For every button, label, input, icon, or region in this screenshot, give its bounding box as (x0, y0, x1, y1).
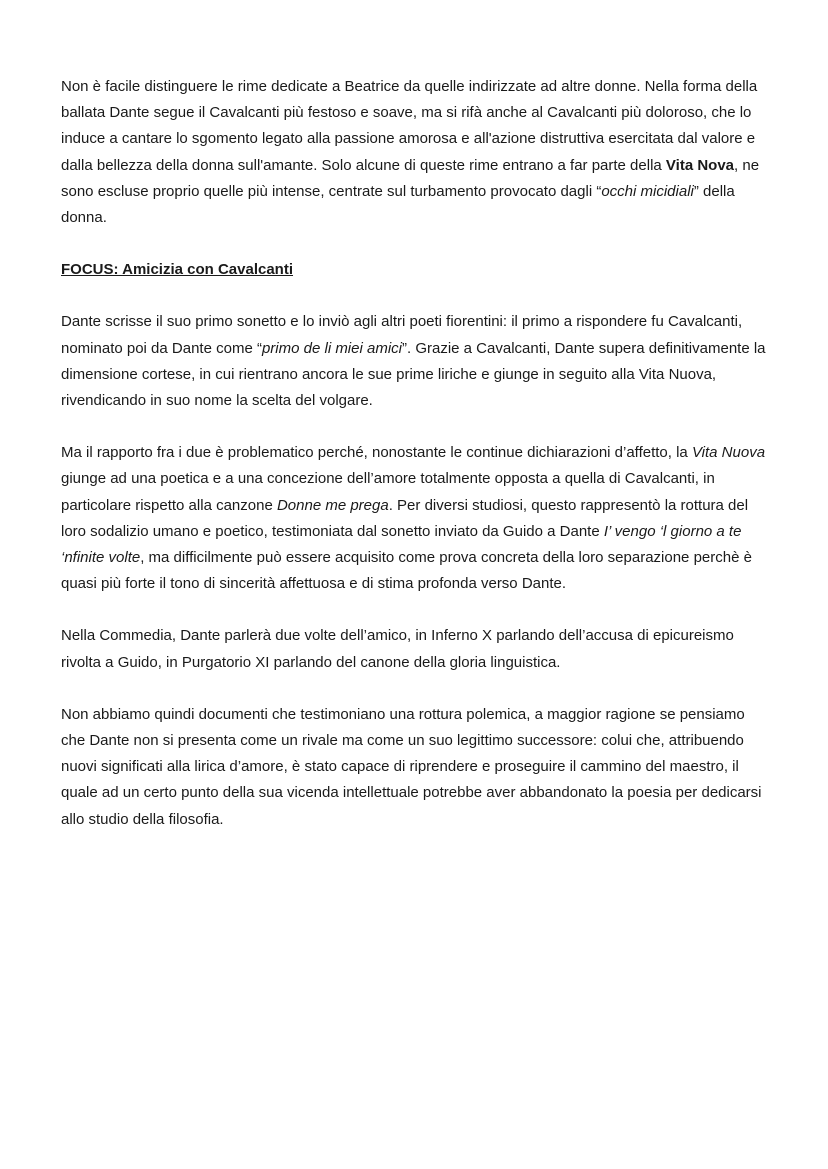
text-run: Dante scrisse il suo primo sonetto e lo inviò agli altri poeti fiorentini: il primo a rispondere fu Cavalcanti, nominato poi da Dante come “ (61, 313, 743, 357)
paragraph-rapporto (61, 440, 773, 597)
text-run-italic: primo de li miei amici (261, 339, 402, 357)
text-run: , ma difficilmente può essere acquisito come prova concreta della loro separazione perchè è quasi più forte il tono di sincerità affettuosa e di stima profonda verso Dante. (61, 549, 752, 593)
paragraph-commedia: Nella Commedia, Dante parlerà due volte dell’amico, in Inferno X parlando dell’accusa di epicureismo rivolta a Guido, in Purgatorio XI parlando del canone della gloria linguistica. (61, 627, 734, 671)
paragraph-primo-sonetto (61, 309, 773, 414)
document-body (61, 74, 773, 859)
text-run-italic: Vita Nuova (691, 444, 766, 462)
text-run: . Per diversi studiosi, questo rappresentò la rottura del loro sodalizio umano e poetico, testimoniata dal sonetto inviato da Guido a Dante (61, 496, 749, 540)
text-run-bold: Vita Nova (665, 156, 735, 174)
paragraph-beatrice-rime (61, 74, 773, 231)
text-run-italic: occhi micidiali (601, 182, 694, 200)
section-heading: FOCUS: Amicizia con Cavalcanti (61, 261, 294, 279)
text-run: ”. Grazie a Cavalcanti, Dante supera definitivamente la dimensione cortese, in cui rientrano ancora le sue prime liriche e giunge in seguito alla Vita Nuova, rivendicando in suo nome la scelta del volgare. (61, 339, 766, 410)
text-run-italic: Donne me prega (276, 496, 389, 514)
paragraph-conclusione: Non abbiamo quindi documenti che testimoniano una rottura polemica, a maggior ragione se pensiamo che Dante non si presenta come un rivale ma come un suo legittimo successore: colui che, attribuendo nuovi significati alla lirica d’amore, è stato capace di riprendere e proseguire il cammino del maestro, il quale ad un certo punto della sua vicenda intellettuale potrebbe aver abbandonato la poesia per dedicarsi allo studio della filosofia. (61, 705, 762, 828)
text-run: ” della donna. (61, 182, 735, 227)
text-run-italic: I’ vengo ‘l giorno a te ‘nfinite volte (61, 522, 742, 567)
text-run: , ne sono escluse proprio quelle più intense, centrate sul turbamento provocato dagli “ (61, 156, 760, 200)
text-run: giunge ad una poetica e a una concezione dell’amore totalmente opposta a quella di Cavalcanti, in particolare rispetto alla canzone (61, 470, 715, 514)
text-run: Ma il rapporto fra i due è problematico perché, nonostante le continue dichiarazioni d’affetto, la (61, 444, 692, 462)
text-run: Non è facile distinguere le rime dedicate a Beatrice da quelle indirizzate ad altre donne. Nella forma della ballata Dante segue il Cavalcanti più festoso e soave, ma si rifà anche al Cavalcanti più doloroso, che lo induce a cantare lo sgomento legato alla passione amorosa e all'azione distruttiva esercitata dal valore e dalla bellezza della donna sull'amante. Solo alcune di queste rime entrano a far parte della (61, 78, 758, 174)
